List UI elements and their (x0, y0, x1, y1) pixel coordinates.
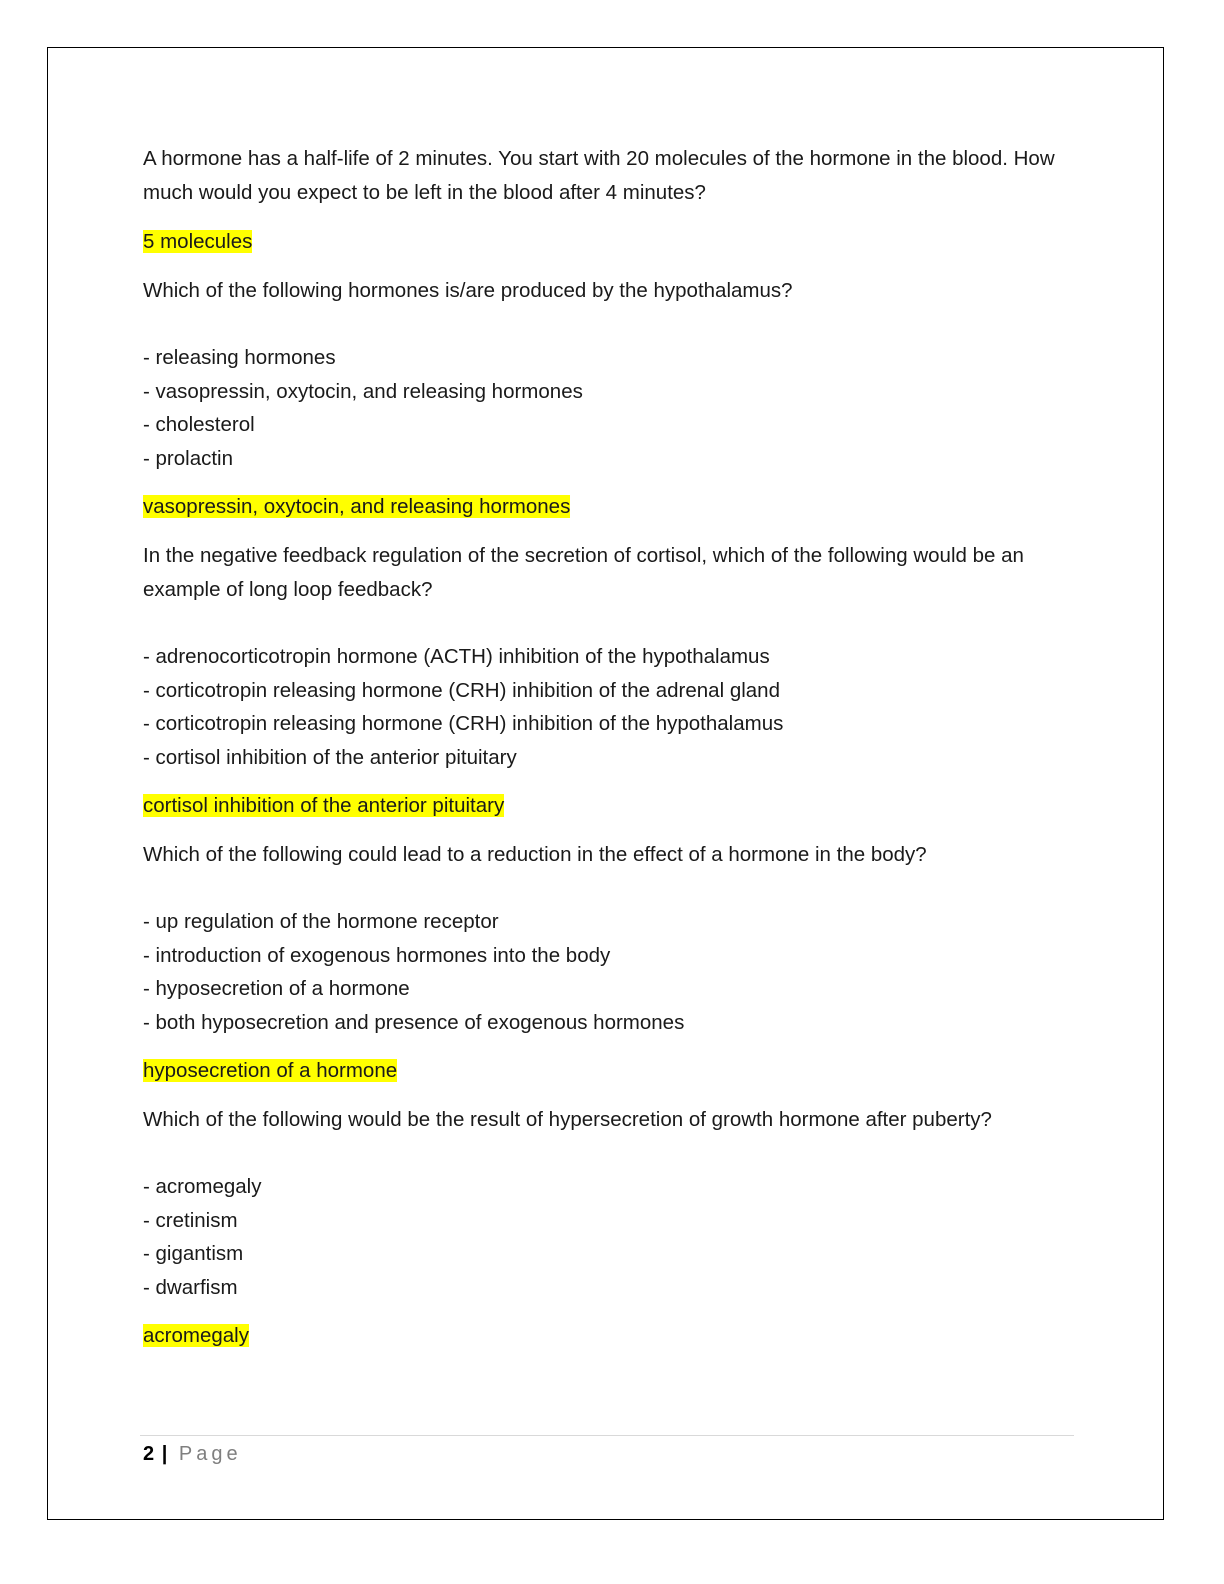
question-5-text: Which of the following would be the result of hypersecretion of growth hormone after puberty? (143, 1108, 992, 1131)
option-item: - vasopressin, oxytocin, and releasing hormones (143, 379, 583, 403)
answer-2 (143, 490, 1078, 524)
option-item: - cholesterol (143, 413, 255, 436)
option-item: - acromegaly (143, 1175, 262, 1198)
answer-1-highlight: 5 molecules (143, 230, 253, 253)
question-1-text: A hormone has a half-life of 2 minutes. You start with 20 molecules of the hormone in the blood. How much would you expect to be left in the blood after 4 minutes? (143, 147, 1055, 204)
question-3-options (143, 640, 1078, 774)
option-item: - adrenocorticotropin hormone (ACTH) inhibition of the hypothalamus (143, 645, 770, 668)
answer-5-highlight: acromegaly (143, 1324, 249, 1347)
answer-5 (143, 1319, 1078, 1353)
question-2-options (143, 341, 1078, 475)
question-3-text: In the negative feedback regulation of the secretion of cortisol, which of the following would be an example of long loop feedback? (143, 544, 1024, 601)
question-2-text: Which of the following hormones is/are produced by the hypothalamus? (143, 279, 793, 302)
option-item: - prolactin (143, 446, 234, 470)
document-body (143, 142, 1078, 1368)
option-item: - hyposecretion of a hormone (143, 977, 410, 1000)
answer-1 (143, 225, 1078, 259)
footer-separator: | (161, 1443, 168, 1465)
option-item: - dwarfism (143, 1275, 238, 1299)
footer-divider (140, 1435, 1074, 1436)
page-footer (143, 1440, 242, 1468)
answer-4-highlight: hyposecretion of a hormone (143, 1059, 398, 1082)
option-item: - corticotropin releasing hormone (CRH) inhibition of the hypothalamus (143, 712, 784, 735)
option-item: - gigantism (143, 1242, 244, 1265)
question-4-options (143, 905, 1078, 1039)
answer-3-highlight: cortisol inhibition of the anterior pituitary (143, 794, 505, 817)
question-5-options (143, 1170, 1078, 1304)
option-item: - both hyposecretion and presence of exogenous hormones (143, 1010, 685, 1034)
page-number: 2 (143, 1443, 155, 1465)
answer-2-highlight: vasopressin, oxytocin, and releasing hormones (143, 495, 571, 518)
answer-3 (143, 789, 1078, 823)
option-item: - introduction of exogenous hormones into the body (143, 943, 611, 967)
option-item: - corticotropin releasing hormone (CRH) inhibition of the adrenal gland (143, 678, 780, 702)
question-4-text: Which of the following could lead to a reduction in the effect of a hormone in the body? (143, 843, 927, 866)
option-item: - releasing hormones (143, 346, 336, 369)
page-label: Page (178, 1443, 242, 1465)
option-item: - up regulation of the hormone receptor (143, 910, 499, 933)
option-item: - cortisol inhibition of the anterior pituitary (143, 745, 517, 769)
option-item: - cretinism (143, 1208, 238, 1232)
answer-4 (143, 1054, 1078, 1088)
